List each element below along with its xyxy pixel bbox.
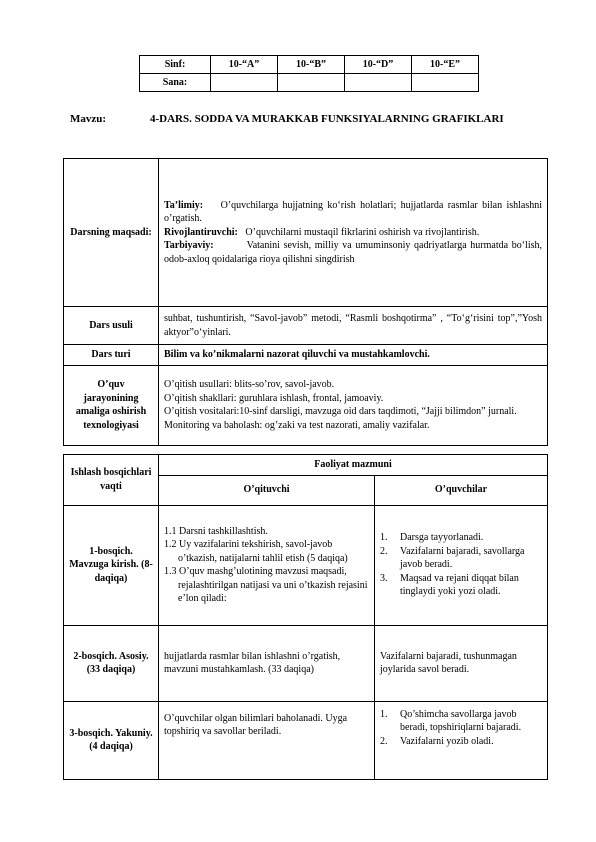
usuli-text: suhbat, tushuntirish, “Savol-javob” metodi, “Rasmli boshqotirma” , “To‘g‘risini top”,”Yosh aktyor”o‘yinlari. xyxy=(159,307,548,345)
bosqich2-row xyxy=(64,625,548,701)
faoliyat-header: Faoliyat mazmuni xyxy=(159,455,548,476)
bosqich2-teacher: hujjatlarda rasmlar bilan ishlashni o’rgatish, mavzuni mustahkamlash. (33 daqiqa) xyxy=(159,625,375,701)
texnologiya-line: Monitoring va baholash: og’zaki va test nazorati, amaliy vazifalar. xyxy=(164,419,430,431)
activity-table xyxy=(63,454,548,780)
bosqich3-row xyxy=(64,701,548,779)
lesson-title: 4-DARS. SODDA VA MURAKKAB FUNKSIYALARNING GRAFIKLARI xyxy=(150,113,504,125)
texnologiya-line: O’qitish vositalari:10-sinf darsligi, mavzuga oid dars taqdimoti, “Jajji bilimdon” jurnali. xyxy=(164,406,517,417)
class-cell: 10-“D” xyxy=(345,56,412,74)
faoliyat-header-row xyxy=(64,455,548,476)
list-item: 1. Qo’shimcha savollarga javob beradi, topshiriqlarni bajaradi. xyxy=(380,708,522,733)
bosqich2-students: Vazifalarni bajaradi, tushunmagan joylarida savol beradi. xyxy=(375,625,548,701)
date-cell xyxy=(211,74,278,92)
list-item: 2. Vazifalarni yozib oladi. xyxy=(380,735,494,747)
teacher-column-header: O’qituvchi xyxy=(159,475,375,505)
bosqich1-students xyxy=(375,505,548,625)
talimiy-label: Ta’limiy: xyxy=(164,199,204,211)
turi-row xyxy=(64,345,548,366)
list-item: 2. Vazifalarni bajaradi, savollarga javob beradi. xyxy=(380,545,525,571)
maqsad-row xyxy=(64,159,548,307)
talimiy-text: O’quvchilarga hujjatning ko‘rish holatlari; hujjatlarda rasmlar bilan ishlashni o’rgatish. xyxy=(164,199,542,225)
texnologiya-line: O’qitish shakllari: guruhlara ishlash, frontal, jamoaviy. xyxy=(164,392,384,404)
teacher-step: 1.2 Uy vazifalarini tekshirish, savol-javob o’tkazish, natijalarni tahlil etish (5 daqiqa) xyxy=(164,539,348,564)
bosqich2-label: 2-bosqich. Asosiy. (33 daqiqa) xyxy=(64,625,159,701)
date-cell xyxy=(412,74,479,92)
date-cell xyxy=(278,74,345,92)
texnologiya-line: O’qitish usullari: blits-so’rov, savol-javob. xyxy=(164,379,335,390)
teacher-step: 1.3 O’quv mashg’ulotining mavzusi maqsadi, rejalashtirilgan natijasi va uni o’tkazish rejasini e’lon qiladi: xyxy=(164,566,368,604)
bosqich3-students xyxy=(375,701,548,779)
turi-text: Bilim va ko’nikmalarni nazorat qiluvchi va mustahkamlovchi. xyxy=(159,345,548,366)
usuli-row xyxy=(64,307,548,345)
student-column-header: O’quvchilar xyxy=(375,475,548,505)
bosqich3-teacher: O’quvchilar olgan bilimlari baholanadi. Uyga topshiriq va savollar beriladi. xyxy=(159,701,375,779)
lesson-plan-table xyxy=(63,158,548,446)
class-date-table xyxy=(139,55,479,92)
bosqich1-row xyxy=(64,505,548,625)
bosqich1-teacher xyxy=(159,505,375,625)
sinf-label: Sinf: xyxy=(140,56,211,74)
class-cell: 10-“A” xyxy=(211,56,278,74)
sana-row xyxy=(140,74,479,92)
date-cell xyxy=(345,74,412,92)
teacher-step: 1.1 Darsni tashkillashtish. xyxy=(164,525,268,537)
turi-label: Dars turi xyxy=(64,345,159,366)
rivoj-label: Rivojlantiruvchi: xyxy=(164,226,238,238)
texnologiya-label: O’quv jarayonining amaliga oshirish texnologiyasi xyxy=(64,365,159,445)
texnologiya-content xyxy=(159,365,548,445)
bosqich-vaqti-label: Ishlash bosqichlari vaqti xyxy=(64,455,159,506)
tarbiyaviy-label: Tarbiyaviy: xyxy=(164,240,214,252)
maqsad-content xyxy=(159,159,548,307)
list-item: 3. Maqsad va rejani diqqat bilan tinglaydi yoki yozi oladi. xyxy=(380,572,519,598)
texnologiya-row xyxy=(64,365,548,445)
class-cell: 10-“B” xyxy=(278,56,345,74)
sana-label: Sana: xyxy=(140,74,211,92)
rivoj-text: O’quvchilarni mustaqil fikrlarini oshirish va rivojlantirish. xyxy=(245,226,480,238)
usuli-label: Dars usuli xyxy=(64,307,159,345)
mavzu-label: Mavzu: xyxy=(70,113,107,125)
list-item: 1. Darsga tayyorlanadi. xyxy=(380,532,484,544)
maqsad-label: Darsning maqsadi: xyxy=(64,159,159,307)
bosqich3-label: 3-bosqich. Yakuniy. (4 daqiqa) xyxy=(64,701,159,779)
sinf-row xyxy=(140,56,479,74)
bosqich1-label: 1-bosqich. Mavzuga kirish. (8-daqiqa) xyxy=(64,505,159,625)
tarbiyaviy-text: Vatanini sevish, milliy va umuminsoniy qadriyatlarga hurmatda bo‘lish, odob-axloq qoidalariga rioya qilishni singdirish xyxy=(164,240,542,265)
class-cell: 10-“E” xyxy=(412,56,479,74)
